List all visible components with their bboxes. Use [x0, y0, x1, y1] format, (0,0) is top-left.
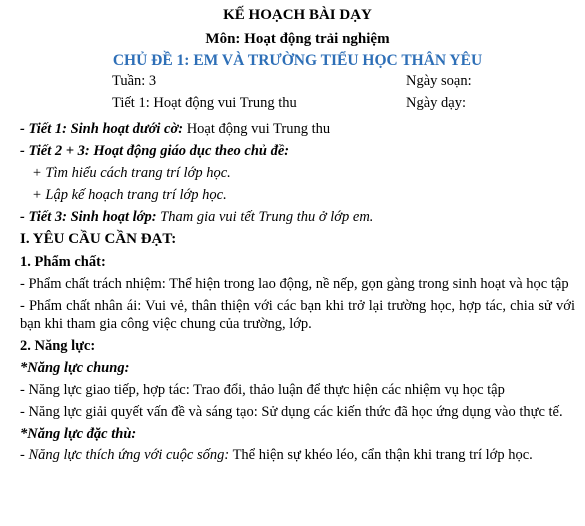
period-2: [20, 142, 575, 161]
topic-heading: CHỦ ĐỀ 1: EM VÀ TRƯỜNG TIỂU HỌC THÂN YÊU: [112, 52, 483, 69]
prep-date-label: Ngày soạn:: [406, 73, 472, 90]
lesson-label: Tiết 1: Hoạt động vui Trung thu: [112, 95, 297, 112]
week-label: Tuần: 3: [112, 73, 157, 90]
quality-2: - Phẩm chất nhân ái: Vui vẻ, thân thiện với các bạn khi trở lại trường học, hợp tác, chia sử với bạn khi tham gia công việc chung của trường, lớp.: [20, 297, 575, 333]
period-1-text: Hoạt động vui Trung thu: [183, 121, 331, 138]
competence-heading: 2. Năng lực:: [20, 338, 96, 355]
week-row: [20, 72, 575, 93]
general-2: - Năng lực giải quyết vấn đề và sáng tạo: Sử dụng các kiến thức đã học ứng dụng vào thực tế.: [20, 403, 563, 420]
subitem-2: + Lập kế hoạch trang trí lớp học.: [32, 186, 227, 203]
specific-heading: *Năng lực đặc thù:: [20, 425, 137, 442]
general-heading: *Năng lực chung:: [20, 360, 130, 377]
teach-date-label: Ngày dạy:: [406, 95, 466, 112]
period-3-label: - Tiết 3: Sinh hoạt lớp:: [20, 208, 157, 225]
document-title: KẾ HOẠCH BÀI DẠY: [223, 7, 372, 23]
section-1-heading: I. YÊU CẦU CẦN ĐẠT:: [20, 231, 177, 248]
subject-line: Môn: Hoạt động trải nghiệm: [205, 30, 390, 47]
lesson-row: [20, 94, 575, 115]
specific-label: - Năng lực thích ứng với cuộc sống:: [20, 447, 230, 464]
general-1: - Năng lực giao tiếp, hợp tác: Trao đổi, thảo luận để thực hiện các nhiệm vụ học tập: [20, 381, 505, 398]
period-2-label: - Tiết 2 + 3: Hoạt động giáo dục theo chủ đề:: [20, 142, 290, 159]
qualities-heading: 1. Phẩm chất:: [20, 253, 106, 270]
specific-1: [20, 446, 575, 465]
period-3-text: Tham gia vui tết Trung thu ở lớp em.: [156, 208, 374, 225]
specific-text: Thể hiện sự khéo léo, cẩn thận khi trang trí lớp học.: [229, 447, 533, 464]
period-1: [20, 120, 575, 139]
subitem-1: + Tìm hiểu cách trang trí lớp học.: [32, 164, 231, 181]
period-3: [20, 208, 575, 227]
period-1-label: - Tiết 1: Sinh hoạt dưới cờ:: [20, 121, 184, 138]
quality-1: - Phẩm chất trách nhiệm: Thể hiện trong lao động, nề nếp, gọn gàng trong sinh hoạt và học tập: [20, 275, 569, 292]
